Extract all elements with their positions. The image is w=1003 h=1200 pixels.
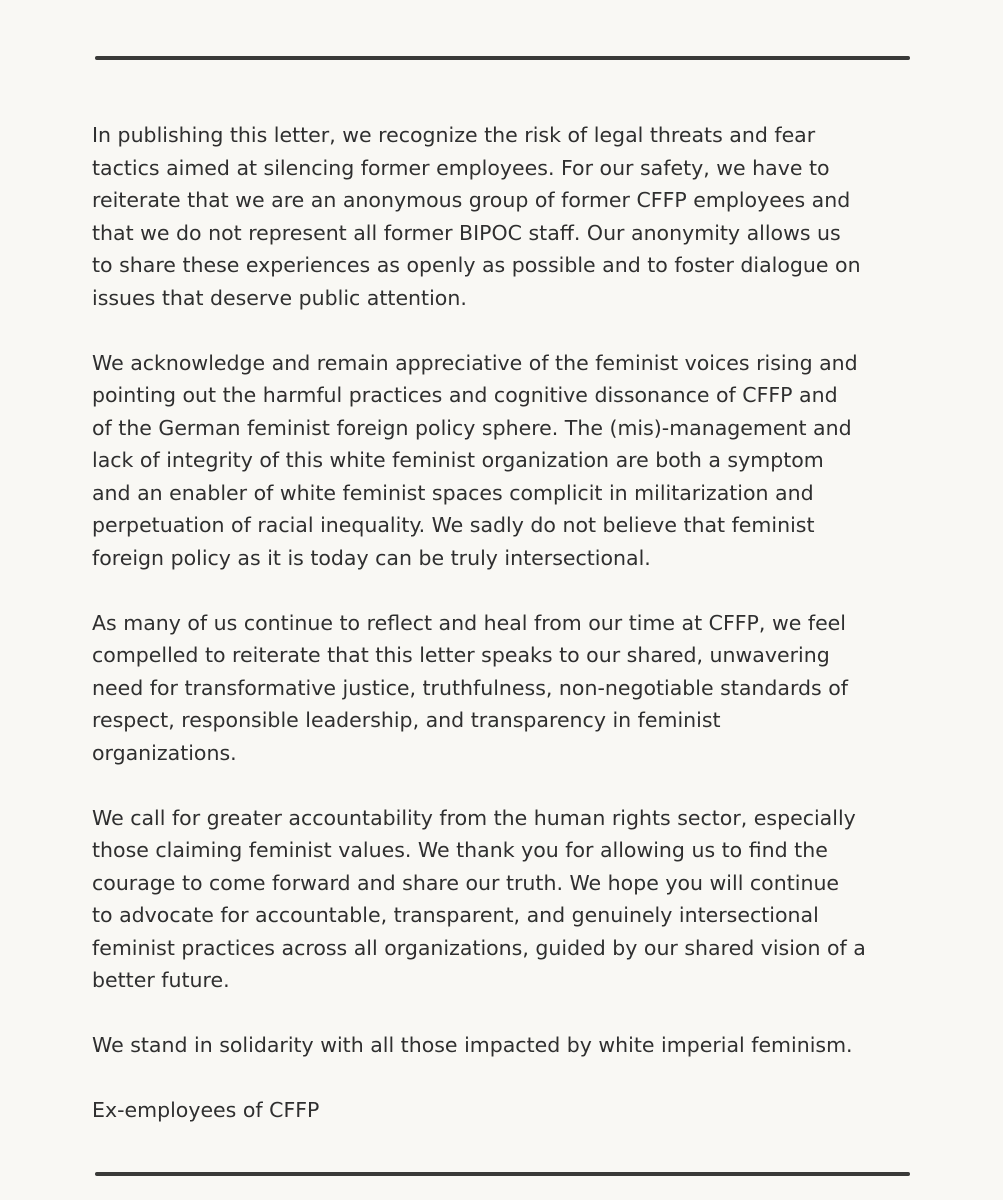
top-divider	[95, 56, 910, 60]
signature: Ex-employees of CFFP	[92, 1098, 320, 1122]
paragraph-reflection: As many of us continue to reflect and heal from our time at CFFP, we feel compelled to reiterate that this letter speaks to our shared, unwavering need for transformative justice, truthfulness, non-negotiable standards of respect, responsible leadership, and transparency in feminist organizations.	[92, 610, 849, 765]
paragraph-safety-anonymity: In publishing this letter, we recognize the risk of legal threats and fear tactics aimed at silencing former employees. For our safety, we have to reiterate that we are an anonymous group of former CFFP employees and that we do not represent all former BIPOC staff. Our anonymity allows us to share these experiences as openly as possible and to foster dialogue on issues that deserve public attention.	[92, 123, 861, 310]
bottom-divider	[95, 1172, 910, 1176]
letter-body	[92, 119, 922, 1127]
paragraph-acknowledgement: We acknowledge and remain appreciative of the feminist voices rising and pointing out the harmful practices and cognitive dissonance of CFFP and of the German feminist foreign policy sphere. The (mis)-management and lack of integrity of this white feminist organization are both a symptom and an enabler of white feminist spaces complicit in militarization and perpetuation of racial inequality. We sadly do not believe that feminist foreign policy as it is today can be truly intersectional.	[92, 350, 858, 570]
paragraph-solidarity: We stand in solidarity with all those impacted by white imperial feminism.	[92, 1033, 853, 1057]
paragraph-call-for-accountability: We call for greater accountability from the human rights sector, especially those claiming feminist values. We thank you for allowing us to find the courage to come forward and share our truth. We hope you will continue to advocate for accountable, transparent, and genuinely intersectional feminist practices across all organizations, guided by our shared vision of a better future.	[92, 805, 866, 992]
